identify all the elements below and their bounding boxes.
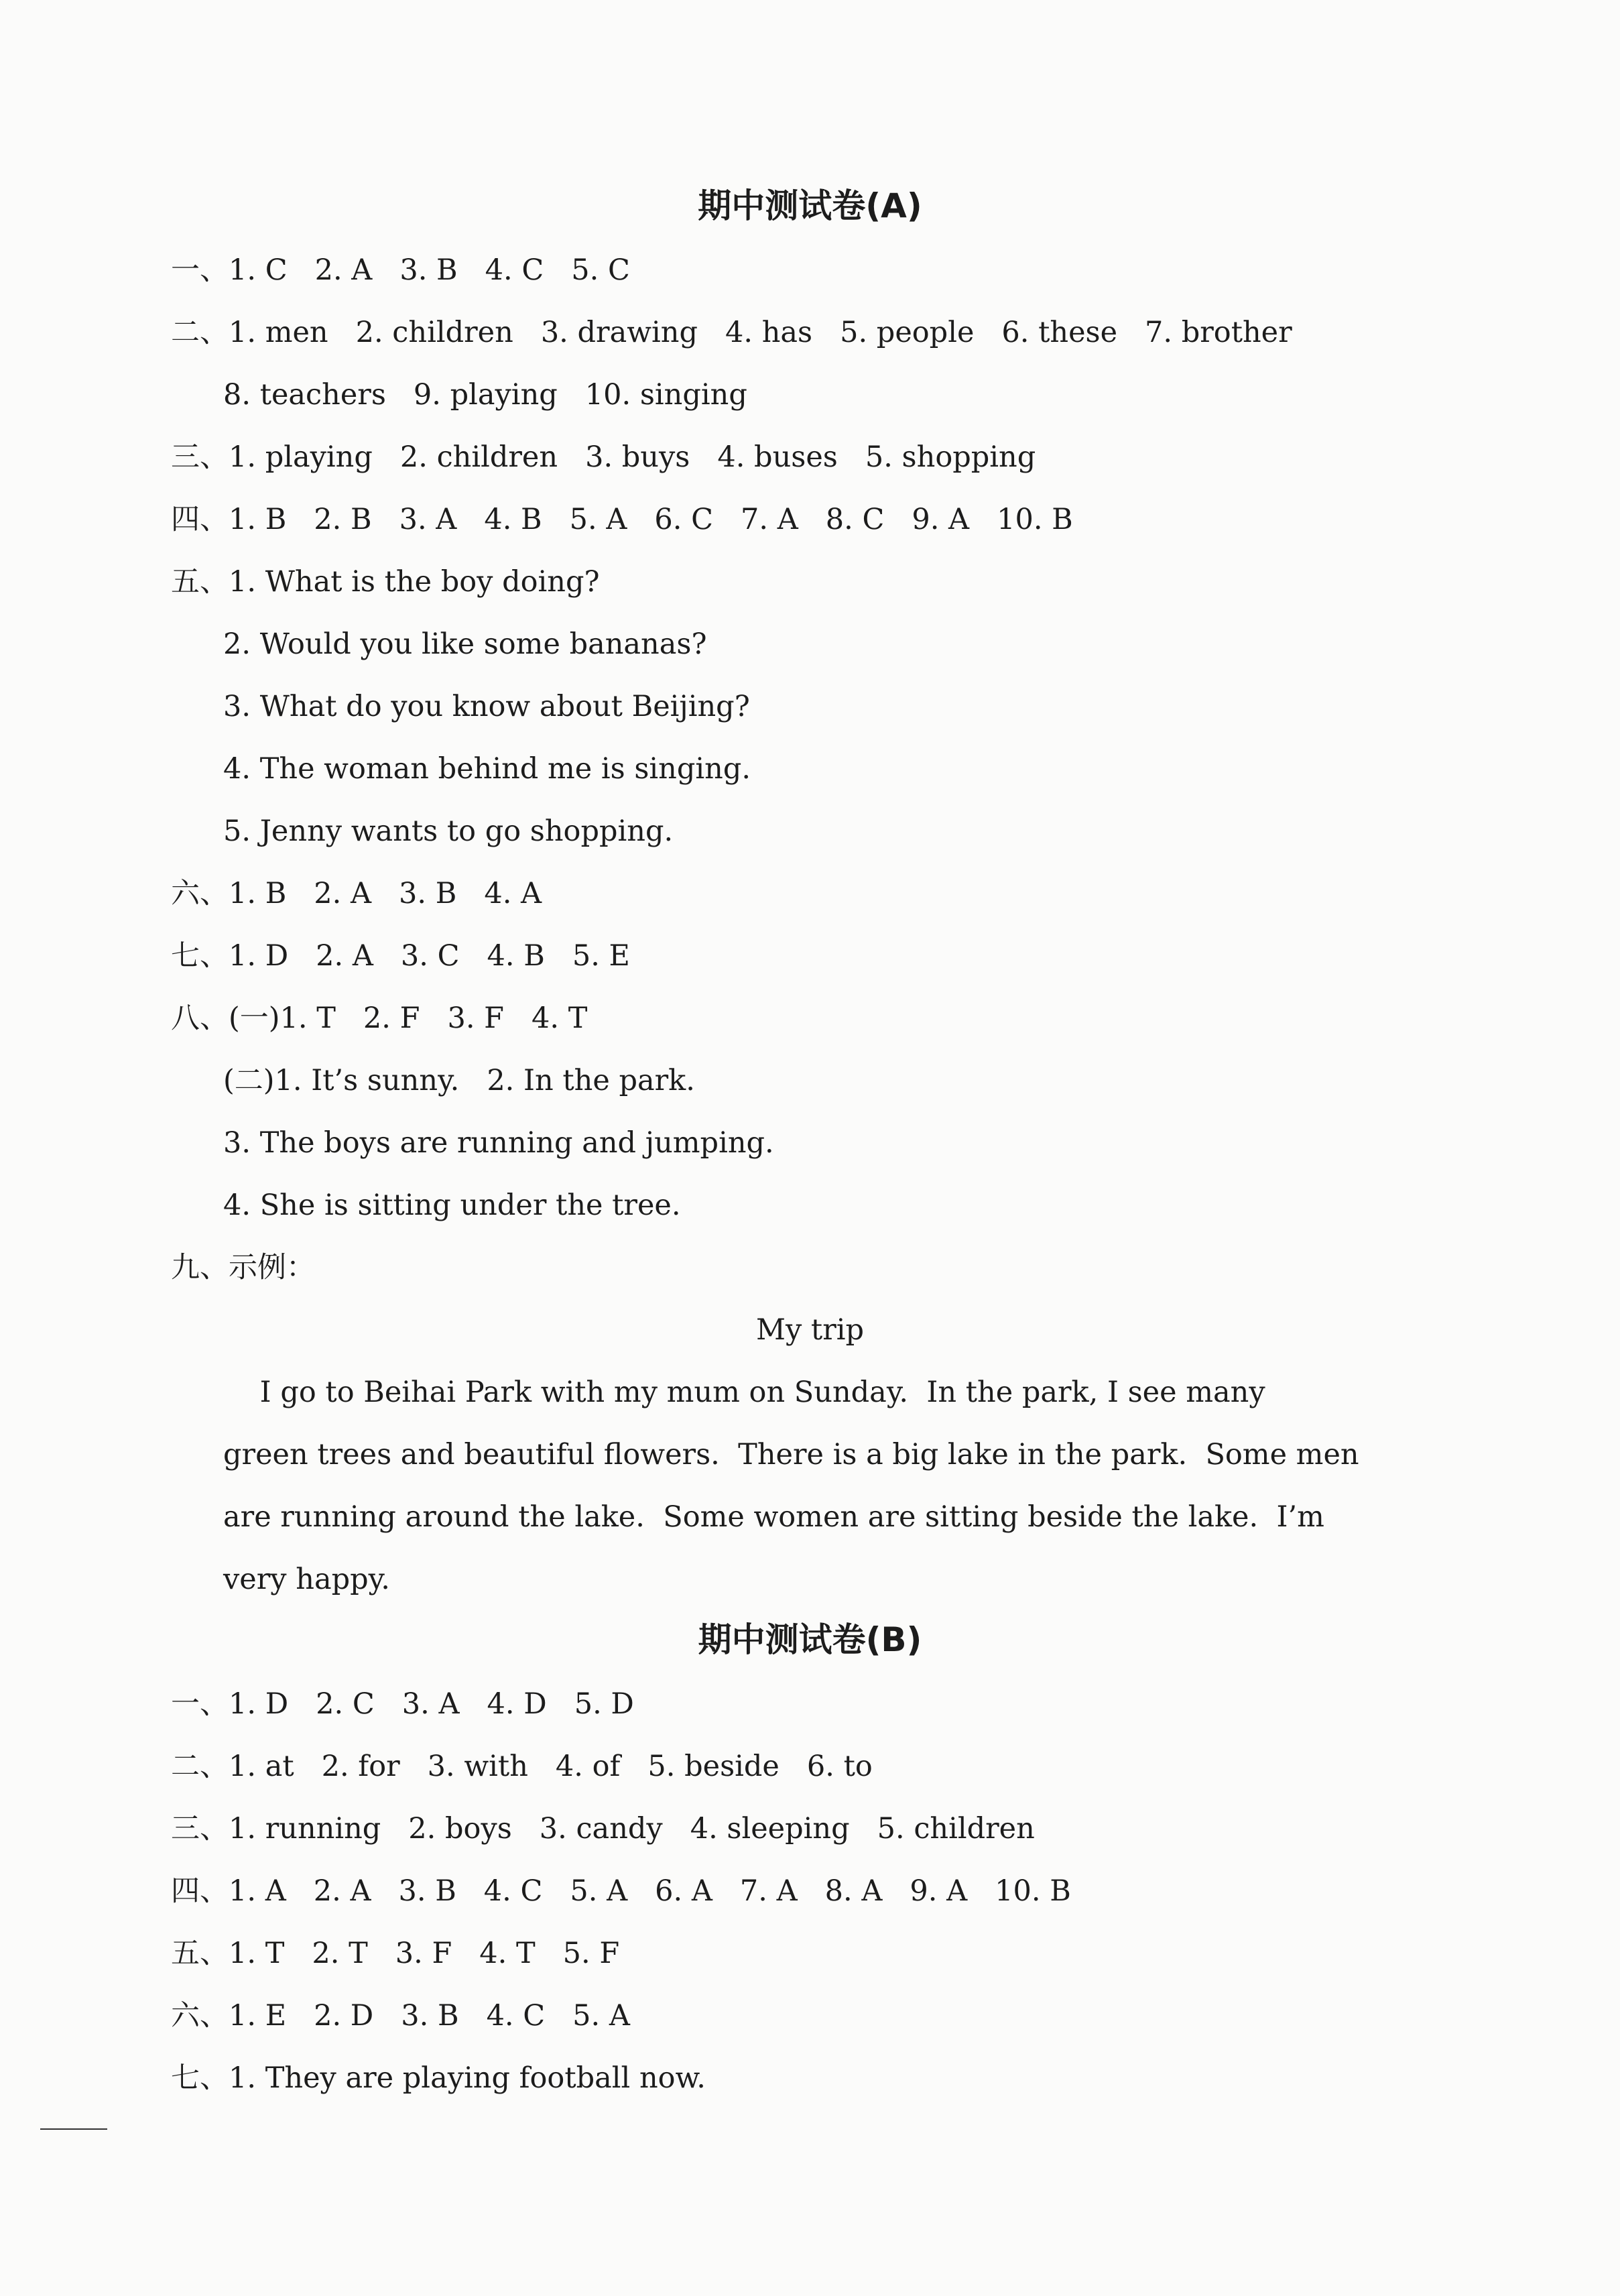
section-b-q3: 三、1. running 2. boys 3. candy 4. sleeping 5. children: [171, 1812, 1035, 1846]
section-a-q4: 四、1. B 2. B 3. A 4. B 5. A 6. C 7. A 8. C 9. A 10. B: [171, 503, 1073, 536]
section-a-q5-2: 2. Would you like some bananas?: [223, 627, 707, 661]
section-b-q6: 六、1. E 2. D 3. B 4. C 5. A: [171, 1999, 630, 2033]
section-a-q8-part2-3: 3. The boys are running and jumping.: [223, 1126, 774, 1160]
section-a-q8-part2: (二)1. It’s sunny. 2. In the park.: [223, 1064, 695, 1097]
essay-title: My trip: [755, 1313, 865, 1347]
section-a-q2: 二、1. men 2. children 3. drawing 4. has 5. people 6. these 7. brother: [171, 316, 1292, 349]
section-b-q2: 二、1. at 2. for 3. with 4. of 5. beside 6. to: [171, 1750, 873, 1783]
section-a-q5-4: 4. The woman behind me is singing.: [223, 752, 751, 786]
footer-rule: [40, 2128, 107, 2130]
section-a-q7: 七、1. D 2. A 3. C 4. B 5. E: [171, 939, 630, 973]
section-a-q5-5: 5. Jenny wants to go shopping.: [223, 814, 674, 848]
section-b-q1: 一、1. D 2. C 3. A 4. D 5. D: [171, 1687, 634, 1721]
section-b-q4: 四、1. A 2. A 3. B 4. C 5. A 6. A 7. A 8. A 9. A 10. B: [171, 1874, 1071, 1908]
section-a-q8-part2-4: 4. She is sitting under the tree.: [223, 1189, 681, 1222]
essay-line: very happy.: [223, 1563, 390, 1596]
section-a-q6: 六、1. B 2. A 3. B 4. A: [171, 877, 542, 910]
essay-line: green trees and beautiful flowers. There is a big lake in the park. Some men: [223, 1438, 1359, 1471]
section-a-q2-cont: 8. teachers 9. playing 10. singing: [223, 378, 747, 412]
section-a-q9: 九、示例：: [171, 1251, 315, 1284]
section-a-title: 期中测试卷(A): [698, 186, 922, 225]
section-a-q5: 五、1. What is the boy doing?: [171, 565, 600, 599]
essay-line: I go to Beihai Park with my mum on Sunday. In the park, I see many: [223, 1376, 1265, 1409]
essay-line: are running around the lake. Some women are sitting beside the lake. I’m: [223, 1500, 1324, 1534]
section-a-q3: 三、1. playing 2. children 3. buys 4. buses 5. shopping: [171, 440, 1036, 474]
section-b-q5: 五、1. T 2. T 3. F 4. T 5. F: [171, 1937, 620, 1970]
section-a-q5-3: 3. What do you know about Beijing?: [223, 690, 750, 723]
section-a-q1: 一、1. C 2. A 3. B 4. C 5. C: [171, 253, 630, 287]
section-a-q8: 八、(一)1. T 2. F 3. F 4. T: [171, 1002, 588, 1035]
section-b-title: 期中测试卷(B): [698, 1620, 922, 1659]
section-b-q7: 七、1. They are playing football now.: [171, 2061, 706, 2095]
